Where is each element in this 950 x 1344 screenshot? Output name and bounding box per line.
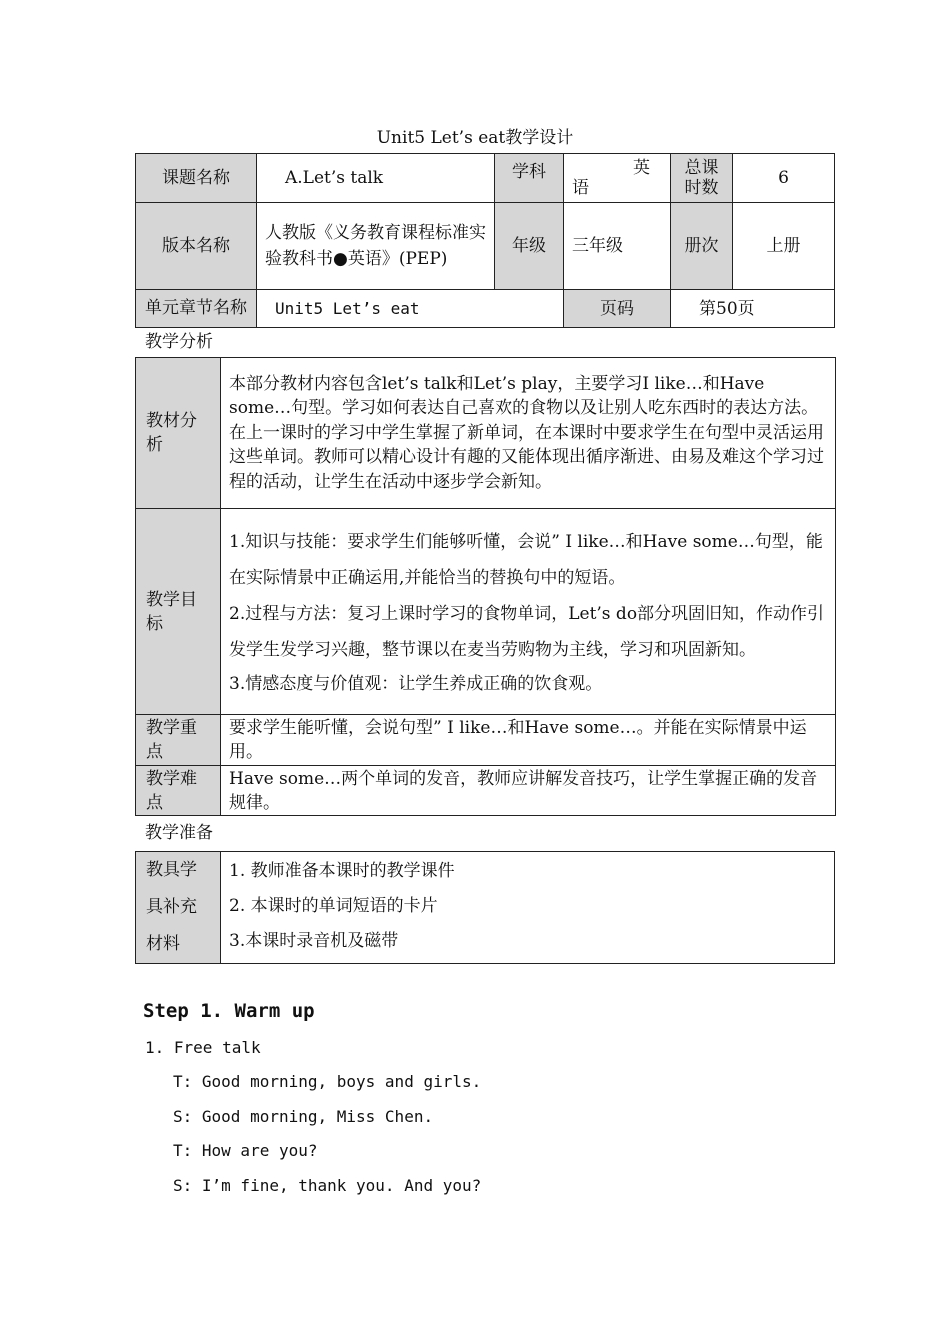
chapter-value: Unit5 Let’s eat xyxy=(257,290,564,328)
difficult-points-label-text: 教学难点 xyxy=(146,768,197,813)
step1-heading: Step 1. Warm up xyxy=(143,1000,315,1022)
goal-knowledge: 1.知识与技能：要求学生们能够听懂，会说” I like…和Have some…句型，能在实际情景中正确运用,并能恰当的替换句中的短语。 xyxy=(229,531,823,588)
teaching-goals-cell xyxy=(221,509,836,715)
difficult-points-label xyxy=(136,766,221,816)
material-item: 1. 教师准备本课时的教学课件 xyxy=(229,861,455,881)
grade-label: 年级 xyxy=(495,203,564,290)
material-item: 2. 本课时的单词短语的卡片 xyxy=(229,896,438,916)
goal-attitude: 3.情感态度与价值观：让学生养成正确的饮食观。 xyxy=(229,673,603,694)
grade-value: 三年级 xyxy=(564,203,671,290)
key-points-text: 要求学生能听懂，会说句型” I like…和Have some…。并能在实际情景中运用。 xyxy=(221,715,836,766)
materials-list xyxy=(221,852,835,964)
total-lessons-value: 6 xyxy=(733,154,835,203)
preparation-heading: 教学准备 xyxy=(145,823,213,843)
goal-process: 2.过程与方法：复习上课时学习的食物单词，Let’s do部分巩固旧知，作动作引发学生发学习兴趣，整节课以在麦当劳购物为主线，学习和巩固新知。 xyxy=(229,603,825,660)
volume-label: 册次 xyxy=(671,203,733,290)
teaching-analysis-table xyxy=(135,357,836,816)
key-points-label-text: 教学重点 xyxy=(146,718,197,762)
teaching-goals-label-text: 教学目标 xyxy=(146,589,197,634)
page-label: 页码 xyxy=(564,290,671,328)
subject-value-top: 英 xyxy=(633,158,650,178)
key-points-label xyxy=(136,715,221,766)
total-lessons-label-text: 总课时数 xyxy=(684,158,719,198)
material-item: 3.本课时录音机及磁带 xyxy=(229,931,399,951)
volume-value: 上册 xyxy=(733,203,835,290)
total-lessons-label xyxy=(671,154,733,203)
material-analysis-label xyxy=(136,358,221,509)
page-value: 第50页 xyxy=(671,290,835,328)
dialogue-line: T: Good morning, boys and girls. xyxy=(173,1072,482,1091)
chapter-label: 单元章节名称 xyxy=(136,290,257,328)
material-analysis-label-text: 教材分析 xyxy=(146,411,197,455)
subject-value-bottom: 语 xyxy=(572,178,589,198)
subject-value xyxy=(564,154,671,203)
dialogue-line: S: Good morning, Miss Chen. xyxy=(173,1107,434,1126)
course-name-label: 课题名称 xyxy=(136,154,257,203)
preparation-table xyxy=(135,851,835,964)
dialogue-line: T: How are you? xyxy=(173,1141,318,1160)
edition-value: 人教版《义务教育课程标准实验教科书●英语》(PEP) xyxy=(257,203,495,290)
subject-label: 学科 xyxy=(495,154,564,203)
difficult-points-text: Have some…两个单词的发音，教师应讲解发音技巧，让学生掌握正确的发音规律。 xyxy=(221,766,836,816)
dialogue-line: S: I’m fine, thank you. And you? xyxy=(173,1176,482,1195)
step1-free-talk: 1. Free talk xyxy=(145,1038,261,1057)
analysis-heading: 教学分析 xyxy=(145,332,213,352)
material-analysis-text: 本部分教材内容包含let’s talk和Let’s play，主要学习I like…和Have some…句型。学习如何表达自己喜欢的食物以及让别人吃东西时的表达方法。在上一课时的学习中学生掌握了新单词，在本课时中要求学生在句型中灵活运用这些单词。教师可以精心设计有趣的又能体现出循序渐进、由易及难这个学习过程的活动，让学生在活动中逐步学会新知。 xyxy=(221,358,836,509)
materials-label-text: 教具学具补充材料 xyxy=(146,860,197,954)
materials-label xyxy=(136,852,221,964)
document-title: Unit5 Let’s eat教学设计 xyxy=(376,128,574,148)
edition-label: 版本名称 xyxy=(136,203,257,290)
teaching-goals-label xyxy=(136,509,221,715)
course-name-value: A.Let’s talk xyxy=(257,154,495,203)
course-info-table xyxy=(135,153,835,328)
